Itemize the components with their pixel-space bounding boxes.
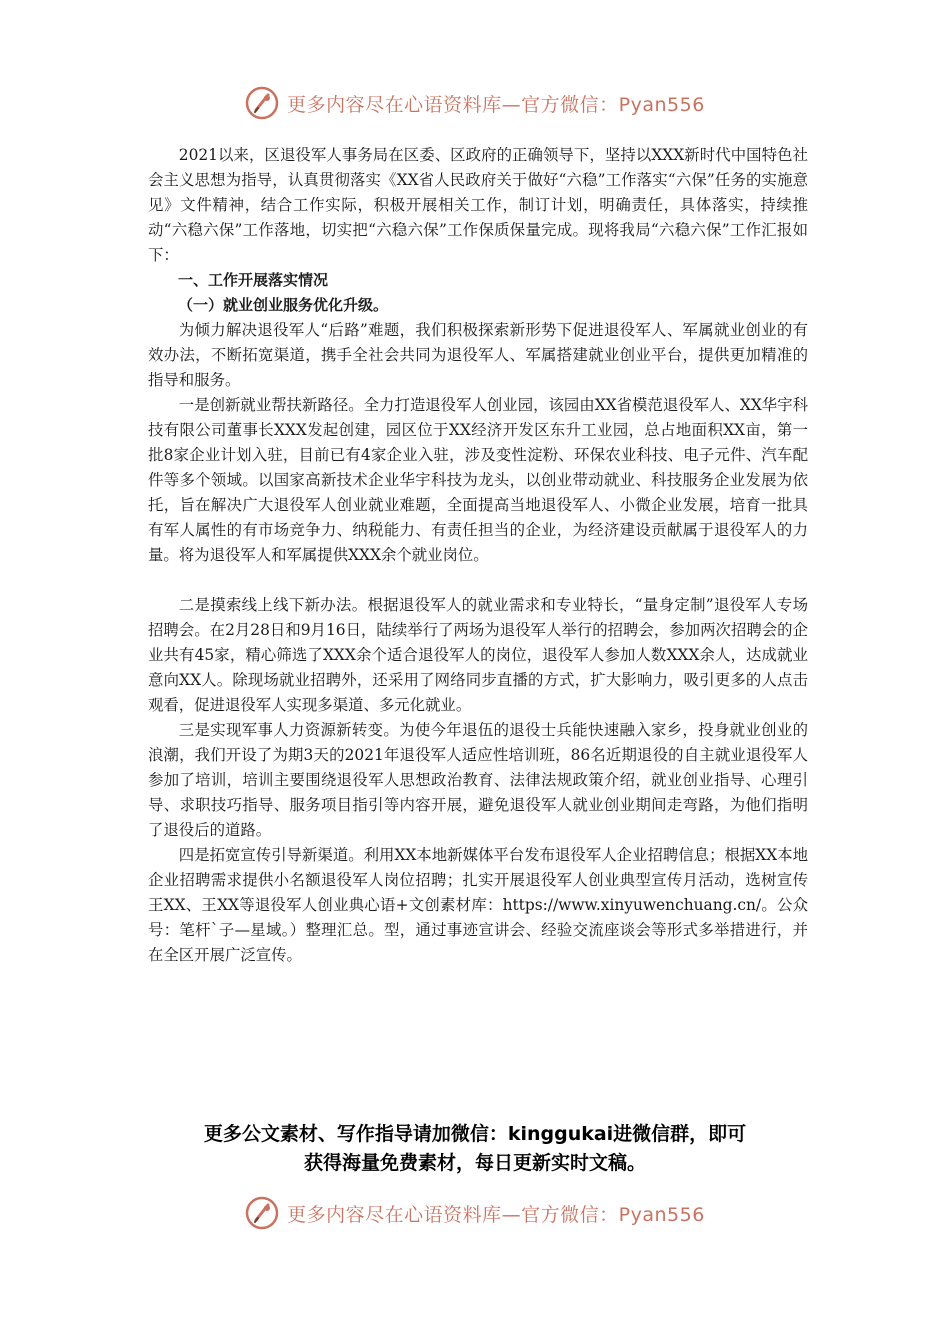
top-banner	[0, 83, 950, 123]
logo-icon	[245, 86, 279, 120]
paragraph-point-4: 四是拓宽宣传引导新渠道。利用XX本地新媒体平台发布退役军人企业招聘信息；根据XX本地企业招聘需求提供小名额退役军人岗位招聘；扎实开展退役军人创业典型宣传月活动，选树宣传王XX、王XX等退役军人创业典心语+文创素材库：https://www.xinyuwenchuang.cn/。公众号：笔杆`子—星域。）整理汇总。型，通过事迹宣讲会、经验交流座谈会等形式多举措进行，并在全区开展广泛宣传。	[148, 846, 808, 964]
banner-text: 更多内容尽在心语资料库—官方微信：Pyan556	[287, 93, 705, 116]
footer-line-2: 获得海量免费素材，每日更新实时文稿。	[303, 1152, 646, 1174]
intro-paragraph: 2021以来，区退役军人事务局在区委、区政府的正确领导下，坚持以XXX新时代中国特色社会主义思想为指导，认真贯彻落实《XX省人民政府关于做好“六稳”工作落实“六保”任务的实施意见》文件精神，结合工作实际，积极开展相关工作，制订计划，明确责任，具体落实，持续推动“六稳六保”工作落地，切实把“六稳六保”工作保质保量完成。现将我局“六稳六保”工作汇报如下：	[148, 146, 808, 264]
paragraph-point-3: 三是实现军事人力资源新转变。为使今年退伍的退役士兵能快速融入家乡，投身就业创业的浪潮，我们开设了为期3天的2021年退役军人适应性培训班，86名近期退役的自主就业退役军人参加了培训，培训主要围绕退役军人思想政治教育、法律法规政策介绍，就业创业指导、心理引导、求职技巧指导、服务项目指引等内容开展，避免退役军人就业创业期间走弯路，为他们指明了退役后的道路。	[148, 721, 808, 839]
logo-icon	[245, 1196, 279, 1230]
section-heading: 一、工作开展落实情况	[178, 271, 329, 289]
paragraph-overview: 为倾力解决退役军人“后路”难题，我们积极探索新形势下促进退役军人、军属就业创业的有效办法，不断拓宽渠道，携手全社会共同为退役军人、军属搭建就业创业平台，提供更加精准的指导和服务。	[148, 321, 808, 389]
banner-text: 更多内容尽在心语资料库—官方微信：Pyan556	[287, 1203, 705, 1226]
subsection-heading: （一）就业创业服务优化升级。	[178, 296, 389, 314]
footer-note	[100, 1120, 850, 1178]
paragraph-point-1: 一是创新就业帮扶新路径。全力打造退役军人创业园，该园由XX省模范退役军人、XX华宇科技有限公司董事长XXX发起创建，园区位于XX经济开发区东升工业园，总占地面积XX亩，第一批8家企业计划入驻，目前已有4家企业入驻，涉及变性淀粉、环保农业科技、电子元件、汽车配件等多个领域。以国家高新技术企业华宇科技为龙头，以创业带动就业、科技服务企业发展为依托，旨在解决广大退役军人创业就业难题，全面提高当地退役军人、小微企业发展，培育一批具有军人属性的有市场竞争力、纳税能力、有责任担当的企业，为经济建设贡献属于退役军人的力量。将为退役军人和军属提供XXX余个就业岗位。	[148, 396, 808, 564]
bottom-banner	[0, 1193, 950, 1233]
footer-line-1: 更多公文素材、写作指导请加微信：kinggukai进微信群，即可	[203, 1123, 747, 1145]
paragraph-gap	[148, 568, 808, 593]
paragraph-point-2: 二是摸索线上线下新办法。根据退役军人的就业需求和专业特长，“量身定制”退役军人专场招聘会。在2月28日和9月16日，陆续举行了两场为退役军人举行的招聘会，参加两次招聘会的企业共有45家，精心筛选了XXX余个适合退役军人的岗位，退役军人参加人数XXX余人，达成就业意向XX人。除现场就业招聘外，还采用了网络同步直播的方式，扩大影响力，吸引更多的人点击观看，促进退役军人实现多渠道、多元化就业。	[148, 596, 808, 714]
document-body	[148, 143, 808, 968]
